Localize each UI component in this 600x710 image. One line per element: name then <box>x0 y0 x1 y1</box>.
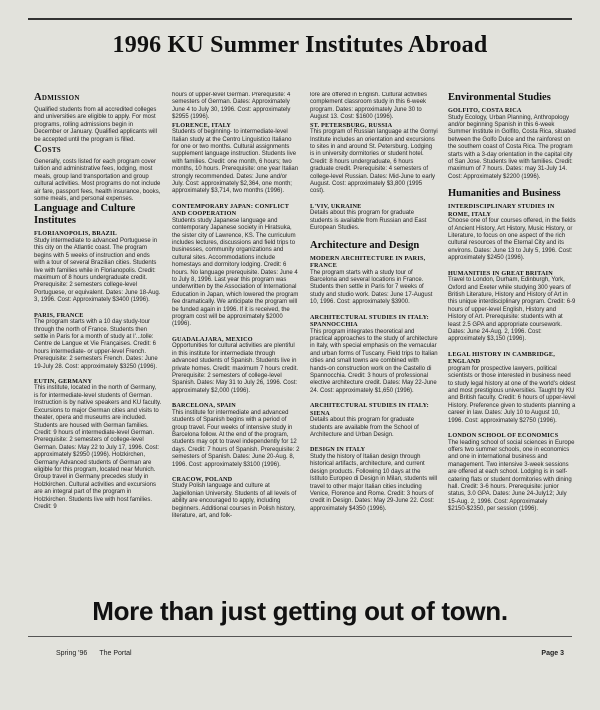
program-title: L'VIV, UKRAINE <box>310 202 362 210</box>
slogan-banner: More than just getting out of town. <box>92 596 508 626</box>
program-text: Details about this program for graduate students are available from the School of Architecture and Urban Design. <box>310 417 419 438</box>
program-text: Study Polish language and culture at Jagiellonian University. Students of all levels of ability are encouraged to apply, including beginners. Additional courses in Polish history, literature, art, and folk- <box>172 483 297 520</box>
program-title: CRACOW, POLAND <box>172 475 233 483</box>
footer-rule <box>28 636 572 637</box>
program-title: EUTIN, GERMANY <box>34 377 93 385</box>
program-entry <box>448 270 576 344</box>
program-text: This institute, located in the north of Germany, is for intermediate-level students of German. Instruction is by native speakers and KU faculty. Excursions to major German cities and visits to theater, opera and museums are included. Students are housed with German families. Credit: 9 hours of intermediate-level German. Prerequisite: 2 semesters of college-level German. Dates: May 22 to July 17, 1996. Cost: approximately $2950 (1996). Holzkirchen, Germany Advanced students of German are eligible for this program, located near Munich. Group travel in Germany precedes study in Holzkirchen. Cultural activities and excursions are an integral part of the program in Holzkirchen. Students live with host families. Credit: 9 <box>34 385 162 510</box>
page-number: Page 3 <box>541 650 564 657</box>
language-culture-heading: Language and Culture Institutes <box>34 203 136 227</box>
program-text: Choose one of four courses offered, in the fields of Ancient History, Art History, Music History, or Literature, to focus on one aspect of the rich cultural resources of the Eternal City and its environs. Dates: June 13 to July 5, 1996. Cost: approximately $2450 (1996). <box>448 218 576 262</box>
program-entry <box>448 107 576 181</box>
footer-issue <box>56 650 132 657</box>
program-entry <box>310 402 438 439</box>
architecture-design-heading: Architecture and Design <box>310 239 420 251</box>
program-text: Students of beginning- to intermediate-level Italian study at the Centro Linguistico Italiano for one or two months. Cultural assignments supplement language instruction. Students live with families. Credit: one month, 6 hours; two months, 10 hours. Prerequisite: one year Italian strongly recommended. Dates: June and/or July. Cost: approximately $2,364, one month; approximately $3,714, two months (1996). <box>172 129 299 195</box>
program-text: This institute for intermediate and advanced students of Spanish begins with a period of group travel. Four weeks of intensive study in Barcelona follow. At the end of the program, students may opt to travel independently for 12 days. Credit: 7 hours of Spanish. Prerequisite: 2 semesters of Spanish. Dates: June 20-Aug. 8, 1996. Cost: approximately $3100 (1996). <box>172 409 300 468</box>
program-title: GUADALAJARA, MEXICO <box>172 335 253 343</box>
program-entry <box>310 446 438 513</box>
program-text: Study intermediate to advanced Portuguese in this city on the Atlantic coast. The program begins with 5 weeks of instruction and ends with a tour of several Brazilian cities. Students live with families while in Florianopolis. Credit: maximum of 8 hours undergraduate credit. Prerequisite: 2 semesters college-level Portuguese, or equivalent. Dates: June 18-Aug. 3, 1996. Cost: Approximately $3400 (1996). <box>34 237 161 304</box>
program-entry <box>172 122 300 196</box>
program-text: The program starts with a 10 day study-tour through the north of France. Students then settle in Paris for a month of study at I'...tolle: Centre de Langue et Vie Françaises. Credit: 6 hours intermediate- or upper-level French. Prerequisite: 2 semesters French. Dates: June 19-July 28. Cost: approximately $3250 (1996). <box>34 319 158 370</box>
program-title: DESIGN IN ITALY <box>310 446 366 454</box>
program-title: MODERN ARCHITECTURE IN PARIS, FRANCE <box>310 254 426 269</box>
program-title: INTERDISCIPLINARY STUDIES IN ROME, ITALY <box>448 203 555 218</box>
program-title: FLORIANOPOLIS, BRAZIL <box>34 230 117 238</box>
program-title: FLORENCE, ITALY <box>172 121 232 129</box>
column-4 <box>448 92 576 562</box>
program-entry <box>448 432 576 514</box>
program-text: Details about this program for graduate students is available from Russian and East European Studies. <box>310 210 427 232</box>
program-title: LONDON SCHOOL OF ECONOMICS <box>448 432 559 439</box>
program-entry <box>448 351 576 425</box>
program-text: Opportunities for cultural activities are plentiful in this institute for intermediate through advanced students of Spanish. Students live in private homes. Credit: maximum 7 hours credit. Prerequisite: 2 semesters of college-level Spanish. Dates: May 31 to July 26, 1996. Cost: approximately $2,000 (1996). <box>172 343 299 394</box>
article-columns <box>34 92 584 562</box>
program-entry <box>172 336 300 395</box>
program-entry <box>172 203 300 329</box>
program-title: ARCHITECTURAL STUDIES IN ITALY: SPANNOCCHIA <box>310 313 429 329</box>
program-entry <box>172 402 300 469</box>
program-entry <box>34 230 162 304</box>
admission-heading: Admission <box>34 92 80 103</box>
costs-text: Generally, costs listed for each program cover tuition and administrative fees, lodging, most meals, group land transportation and group cultural activities. Most programs do not include air fare, passport fees, health insurance, books, some meals, and personal expenses. <box>34 159 161 203</box>
program-title: PARIS, FRANCE <box>34 311 84 319</box>
admission-text: Qualified students from all accredited colleges and universities are eligible to apply. For most programs, rolling admissions begin in December or January. Qualified applicants will be accepted until the program is filled. <box>34 107 157 143</box>
program-title: BARCELONA, SPAIN <box>172 402 236 410</box>
program-title: ARCHITECTURAL STUDIES IN ITALY: SIENA <box>310 402 429 417</box>
program-text: This program integrates theoretical and practical approaches to the study of architecture in Italy, with special emphasis on the vernacular and urban forms of Tuscany. Field trips to Italian cities and small towns are combined with hands-on construction work on the Castello di Spannocchia. Credit: 3 hours of professional elective architecture credit. Dates: May 22-June 24. Cost: approximately $1,650 (1996). <box>310 328 438 394</box>
program-text: This program of Russian language at the Gornyi Institute includes an orientation and excursions to sites in and around St. Petersburg. Lodging is in university dormitories or student hotel. Credit: 8 hours undergraduate, 6 hours graduate credit. Prerequisite: 4 semesters of college-level Russian. Dates: Mid-June to early August. Cost: approximately $3,800 (1995 cost). <box>310 129 438 195</box>
program-title: ST. PETERSBURG, RUSSIA <box>310 121 393 129</box>
program-text: program for prospective lawyers, political scientists or those interested in business need to study legal history at one of the world's oldest and most prestigious universities. Taught by KU and British faculty. Credit: 6 hours of upper-level History. Preference given to students planning a career in law. Dates: July 10 to August 10, 1996. Cost: approximately $2750 (1996). <box>448 365 576 424</box>
program-entry <box>34 312 162 371</box>
environmental-studies-heading: Environmental Studies <box>448 92 551 103</box>
program-title: GOLFITO, COSTA RICA <box>448 107 522 114</box>
program-entry <box>310 122 438 196</box>
publication-name: The Portal <box>99 650 132 657</box>
top-rule <box>28 18 572 20</box>
column-1 <box>34 92 162 562</box>
issue-date: Spring '96 <box>56 650 88 657</box>
program-title: LEGAL HISTORY IN CAMBRIDGE, ENGLAND <box>448 350 555 366</box>
continued-text: lore are offered in English. Cultural activities complement classroom study in this 6-week program. Dates: approximately June 30 to August 13. Cost: $1600 (1996). <box>310 92 427 121</box>
program-entry <box>310 203 438 233</box>
program-text: The program starts with a study tour of Barcelona and several locations in France. Students then settle in Paris for 7 weeks of study and studio work. Dates: June 17-August 10, 1996. Cost: approximately $3900. <box>310 269 433 306</box>
program-text: Travel to London, Durham, Edinburgh, York, Oxford and Exeter while studying 300 years of British Literature, History and History of Art in this unique interdisciplinary program. Credit: 6-9 hours of upper-level English, History and History of Art. Prerequisite: students with at least 2.5 GPA and appropriate coursework. Dates: June 24-Aug. 2, 1996. Cost: approximately $3,150 (1996). <box>448 277 576 343</box>
costs-heading: Costs <box>34 144 61 156</box>
program-entry <box>310 314 438 396</box>
program-text: Study the history of Italian design through historical artifacts, architecture, and current design products. Following 10 days at the Istituto Europeo di Design in Milan, students will travel to other major Italian cities including Venice, Florence and Rome. Credit: 3 hours of credit in Design. Dates: May 29-June 22. Cost: approximately $4350 (1996). <box>310 453 438 512</box>
program-title: HUMANITIES IN GREAT BRITAIN <box>448 269 553 277</box>
program-entry <box>172 476 300 521</box>
program-entry <box>310 255 438 307</box>
page-headline: 1996 KU Summer Institutes Abroad <box>112 32 488 58</box>
program-title: CONTEMPORARY JAPAN: CONFLICT AND COOPERATION <box>172 202 289 218</box>
continued-text: hours of upper-level German. Prerequisite: 4 semesters of German. Dates: Approximately June 4 to July 30, 1996. Cost: approximately $2955 (1996). <box>172 92 291 121</box>
program-text: Students study Japanese language and contemporary Japanese society in Hiratsuka, the sister city of Lawrence, KS. The curriculum includes lectures, discussions and field trips to businesses, community organizations and cultural sites. Accommodations include homestays and dormitory lodging. Credit: 6 hours. No language prerequisite. Dates: June 4 to July 8, 1996. Last year this program was underwritten by the Association of International Education in Japan, which lowered the program fee dramatically. We anticipate the program will be funded again in 1996. If it is received, the program cost will be approximately $2000 (1996). <box>172 217 299 328</box>
program-entry <box>34 378 162 511</box>
column-2 <box>172 92 300 562</box>
program-text: The leading school of social sciences in Europe offers two summer schools, one in economics and one in international business and management. Two intensive 3-week sessions are offered at each school. Lodging is in self-catering flats or student dormitories with dining hall. Credit: 3-6 hours. Prerequisite: junior status, 3.0 GPA. Dates: June 24-July12; July 15-Aug. 2, 1996. Cost: Approximately $2150-$2350, per session (1996). <box>448 439 575 513</box>
humanities-business-heading: Humanities and Business <box>448 188 561 200</box>
program-text: Study Ecology, Urban Planning, Anthropology and/or beginning Spanish in this 6-week Summer Institute in Golfito, Costa Rica, situated between the Golfo Dulce and the rainforest on the southern coast of Costa Rica. The program starts with a 3-day orientation in the capital city of San Jose. Students live with families. Credit: maximum of 7 hours. Dates: may 31-July 14. Cost: Approximately $2200 (1996). <box>448 114 576 180</box>
program-entry <box>448 203 576 262</box>
column-3 <box>310 92 438 562</box>
